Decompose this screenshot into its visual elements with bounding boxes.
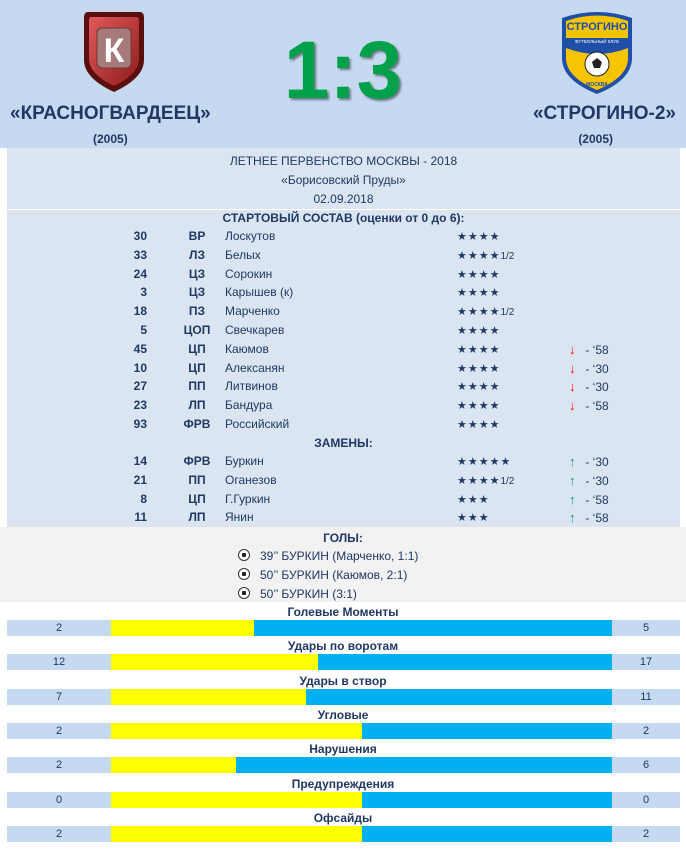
stat-away-bar xyxy=(254,620,612,636)
logo-letter: К xyxy=(103,32,125,70)
match-header xyxy=(0,0,686,148)
substitution xyxy=(569,379,609,394)
lineup-panel xyxy=(7,148,680,527)
rating-stars: ★★★★★ xyxy=(457,456,512,468)
player-rating xyxy=(457,379,500,393)
player-number: 93 xyxy=(133,417,147,431)
player-rating xyxy=(457,398,500,412)
stat-title: Офсайды xyxy=(313,810,373,825)
stat-away-bar xyxy=(362,826,612,842)
player-row xyxy=(7,377,680,396)
goal-item xyxy=(238,586,357,601)
stat-home-value: 2 xyxy=(55,622,63,634)
goals-title: ГОЛЫ: xyxy=(323,531,363,545)
logo-city: МОСКВА xyxy=(586,82,608,88)
stat-away-value: 11 xyxy=(640,690,652,703)
player-rating xyxy=(457,323,500,337)
stat-home-bar xyxy=(111,826,362,842)
goal-text: 39’’ БУРКИН (Марченко, 1:1) xyxy=(260,549,419,563)
stat-home-bar xyxy=(111,757,236,773)
player-rating xyxy=(457,229,500,243)
substitution-minute: - ‘30 xyxy=(582,380,609,395)
rating-stars: ★★★ xyxy=(457,512,490,525)
player-position: ЦП xyxy=(188,341,206,356)
stat-away-bar xyxy=(362,723,612,739)
player-position: ЛП xyxy=(188,398,206,413)
soccer-ball-icon xyxy=(238,587,250,599)
stat-away-bar xyxy=(306,689,612,705)
rating-stars: ★★★ xyxy=(457,493,490,506)
player-row xyxy=(7,321,680,340)
rating-stars: ★★★★ xyxy=(457,231,501,243)
player-row xyxy=(7,227,680,246)
goal-item xyxy=(238,548,418,563)
rating-stars: ★★★★ xyxy=(457,381,501,394)
player-number: 30 xyxy=(133,229,147,243)
stat-home-value: 12 xyxy=(52,656,66,669)
player-name: Бандура xyxy=(225,398,273,413)
arrow-up-icon: ↑ xyxy=(569,491,576,507)
player-number: 21 xyxy=(133,472,147,487)
stat-away-bar xyxy=(318,654,612,670)
player-name: Лоскутов xyxy=(225,229,276,243)
stat-title: Удары в створ xyxy=(299,673,387,688)
player-row xyxy=(7,265,680,284)
logo-title: СТРОГИНО xyxy=(566,21,628,33)
player-number: 24 xyxy=(133,266,147,281)
player-rating xyxy=(457,267,500,281)
player-rating xyxy=(457,361,500,375)
match-score: 1:3 xyxy=(283,25,403,116)
arrow-down-icon: ↓ xyxy=(569,398,576,414)
substitution xyxy=(569,342,609,357)
player-number: 14 xyxy=(133,454,147,468)
player-name: Белых xyxy=(225,247,261,262)
rating-half: 1/2 xyxy=(500,475,515,487)
player-name: Российский xyxy=(225,417,290,431)
lineup-title: СТАРТОВЫЙ СОСТАВ (оценки от 0 до 6): xyxy=(222,211,465,225)
rating-half: 1/2 xyxy=(500,307,515,319)
stat-row xyxy=(7,792,680,808)
player-row xyxy=(7,490,680,509)
stat-home-value: 0 xyxy=(55,793,63,806)
stat-home-value: 2 xyxy=(55,724,63,737)
player-name: Оганезов xyxy=(225,472,277,487)
player-rating xyxy=(457,492,490,506)
rating-stars: ★★★★ xyxy=(457,325,501,337)
player-position: ПП xyxy=(188,379,206,394)
match-date: 02.09.2018 xyxy=(313,192,374,206)
subs-title: ЗАМЕНЫ: xyxy=(314,436,373,450)
home-team-name: «КРАСНОГВАРДЕЕЦ» xyxy=(10,103,211,124)
player-number: 3 xyxy=(140,285,147,300)
player-row xyxy=(7,340,680,359)
player-row xyxy=(7,246,680,265)
match-stats xyxy=(0,602,686,849)
tournament-name: ЛЕТНЕЕ ПЕРВЕНСТВО МОСКВЫ - 2018 xyxy=(229,154,458,168)
player-position: ПЗ xyxy=(188,304,206,319)
arrow-up-icon: ↑ xyxy=(569,472,576,488)
player-position: ФРВ xyxy=(183,454,211,468)
away-team-year: (2005) xyxy=(578,132,613,146)
rating-stars: ★★★★ xyxy=(457,474,501,487)
substitution-minute: - ‘58 xyxy=(582,342,609,357)
stat-title: Удары по воротам xyxy=(287,639,399,654)
substitution xyxy=(569,473,609,488)
player-number: 18 xyxy=(133,304,147,319)
stat-away-value: 6 xyxy=(642,759,650,772)
stat-row xyxy=(7,723,680,739)
player-rating xyxy=(457,473,514,487)
stat-home-value: 7 xyxy=(55,690,63,703)
player-number: 10 xyxy=(133,360,147,375)
stat-away-value: 17 xyxy=(639,656,653,669)
rating-stars: ★★★★ xyxy=(457,287,501,300)
substitution xyxy=(569,510,609,525)
soccer-ball-icon xyxy=(238,549,250,561)
arrow-down-icon: ↓ xyxy=(569,360,576,376)
player-name: Г.Гуркин xyxy=(225,491,271,506)
player-name: Литвинов xyxy=(225,379,278,394)
player-number: 33 xyxy=(133,247,147,262)
arrow-up-icon: ↑ xyxy=(569,454,576,469)
rating-half: 1/2 xyxy=(500,250,515,262)
substitution-minute: - ‘58 xyxy=(582,511,609,526)
venue: «Борисовский Пруды» xyxy=(281,173,406,187)
rating-stars: ★★★★ xyxy=(457,343,501,356)
stat-away-bar xyxy=(362,792,612,808)
player-position: ЦОП xyxy=(183,323,211,337)
divider xyxy=(7,209,680,210)
goal-text: 50’’ БУРКИН (Каюмов, 2:1) xyxy=(260,568,408,582)
stat-title: Нарушения xyxy=(309,742,377,757)
rating-stars: ★★★★ xyxy=(457,419,501,431)
rating-stars: ★★★★ xyxy=(457,306,501,319)
stat-home-bar xyxy=(111,654,318,670)
player-position: ЛП xyxy=(188,510,206,525)
stat-away-value: 2 xyxy=(642,724,650,737)
player-row xyxy=(7,415,680,434)
player-number: 5 xyxy=(140,323,147,337)
player-number: 23 xyxy=(133,398,147,413)
strogino-logo-icon xyxy=(556,8,638,96)
player-row xyxy=(7,471,680,490)
substitution-minute: - ‘30 xyxy=(582,455,609,469)
player-name: Буркин xyxy=(225,454,264,468)
arrow-down-icon: ↓ xyxy=(569,341,576,357)
player-name: Марченко xyxy=(225,304,280,319)
goal-text: 50’’ БУРКИН (3:1) xyxy=(260,587,357,601)
player-rating xyxy=(457,417,500,431)
substitution xyxy=(569,492,609,507)
stat-home-bar xyxy=(111,792,362,808)
player-position: ЦП xyxy=(188,360,206,375)
player-position: ПП xyxy=(188,472,206,487)
player-name: Алексанян xyxy=(225,360,285,375)
rating-stars: ★★★★ xyxy=(457,249,501,262)
stat-title: Угловые xyxy=(317,707,369,722)
player-rating xyxy=(457,510,490,524)
rating-stars: ★★★★ xyxy=(457,362,501,375)
player-row xyxy=(7,508,680,527)
substitution xyxy=(569,398,609,413)
player-row xyxy=(7,302,680,321)
player-name: Сорокин xyxy=(225,266,273,281)
player-name: Свечкарев xyxy=(225,323,285,337)
substitution-minute: - ‘58 xyxy=(582,399,609,414)
player-rating xyxy=(457,285,500,299)
stat-home-value: 2 xyxy=(55,827,63,840)
goals-panel xyxy=(0,527,686,602)
player-rating xyxy=(457,248,514,262)
stat-title: Голевые Моменты xyxy=(287,605,399,619)
soccer-ball-icon xyxy=(238,568,250,580)
stat-row xyxy=(7,620,680,636)
player-position: ВР xyxy=(188,229,206,243)
player-position: ЦЗ xyxy=(188,285,206,300)
player-row xyxy=(7,452,680,471)
player-rating xyxy=(457,342,500,356)
stat-row xyxy=(7,689,680,705)
player-row xyxy=(7,359,680,378)
player-row xyxy=(7,396,680,415)
player-rating xyxy=(457,454,511,468)
away-team-name: «СТРОГИНО-2» xyxy=(532,103,676,124)
player-number: 45 xyxy=(133,341,147,356)
stat-row xyxy=(7,826,680,842)
stat-row xyxy=(7,654,680,670)
arrow-up-icon: ↑ xyxy=(569,510,576,526)
player-position: ЛЗ xyxy=(189,247,205,262)
rating-stars: ★★★★ xyxy=(457,268,501,281)
stat-row xyxy=(7,757,680,773)
player-position: ФРВ xyxy=(183,417,211,431)
player-number: 11 xyxy=(134,510,147,525)
substitution-minute: - ‘30 xyxy=(582,473,609,488)
stat-home-value: 2 xyxy=(55,759,63,772)
stat-home-bar xyxy=(111,723,362,739)
logo-subtitle: ФУТБОЛЬНЫЙ КЛУБ xyxy=(574,39,620,44)
player-name: Карышев (к) xyxy=(225,285,294,300)
player-number: 8 xyxy=(140,491,147,506)
player-name: Янин xyxy=(225,510,254,525)
stat-title: Предупреждения xyxy=(291,776,395,791)
player-position: ЦП xyxy=(188,491,206,506)
player-position: ЦЗ xyxy=(188,266,206,281)
home-team-year: (2005) xyxy=(93,132,128,146)
arrow-down-icon: ↓ xyxy=(569,379,576,395)
stat-away-value: 2 xyxy=(642,827,650,840)
stat-home-bar xyxy=(111,689,306,705)
stat-away-value: 5 xyxy=(642,622,650,634)
rating-stars: ★★★★ xyxy=(457,400,501,413)
substitution-minute: - ‘30 xyxy=(582,361,609,376)
substitution-minute: - ‘58 xyxy=(582,492,609,507)
substitution xyxy=(569,454,609,469)
player-rating xyxy=(457,304,514,318)
stat-away-value: 0 xyxy=(642,793,650,806)
stat-away-bar xyxy=(236,757,612,773)
player-number: 27 xyxy=(133,379,147,394)
goal-item xyxy=(238,567,407,582)
player-row xyxy=(7,283,680,302)
substitution xyxy=(569,361,609,376)
player-name: Каюмов xyxy=(225,341,269,356)
stat-home-bar xyxy=(111,620,254,636)
